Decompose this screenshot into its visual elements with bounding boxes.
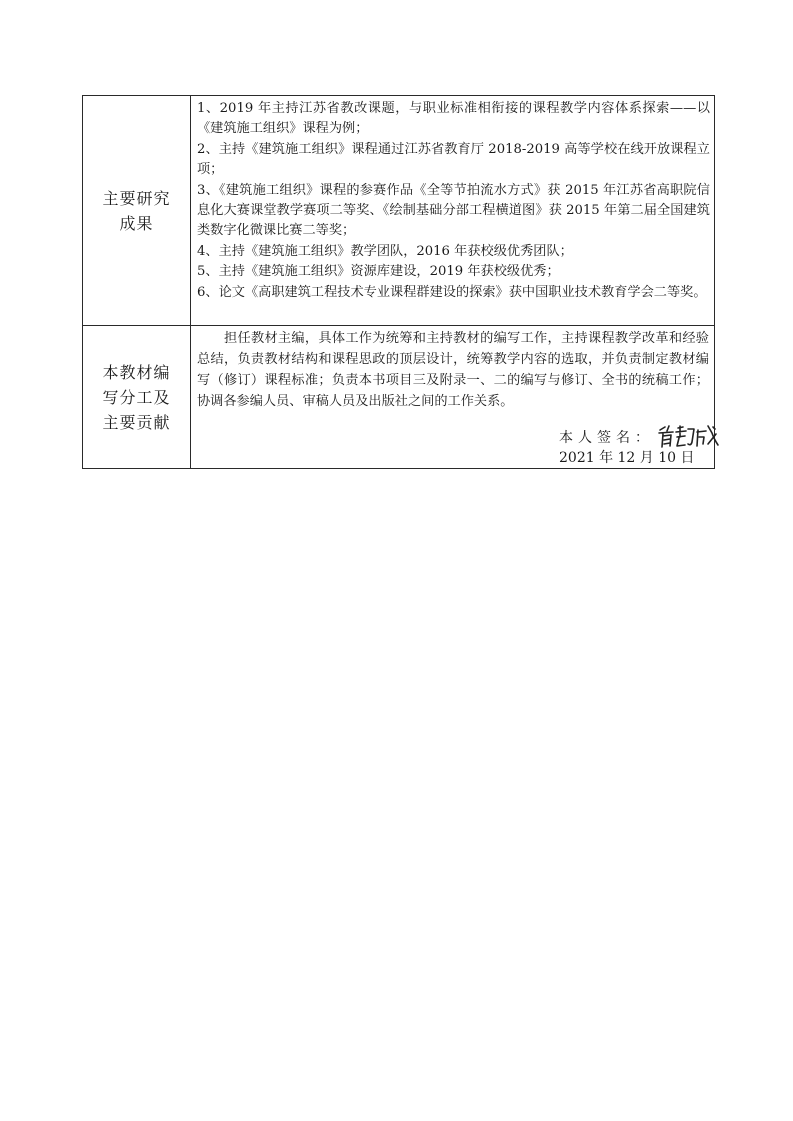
research-label-line-1: 主要研究	[102, 188, 171, 208]
contribution-label-cell	[83, 326, 191, 468]
contribution-content-cell	[191, 326, 714, 468]
research-results-row	[83, 96, 714, 326]
research-results-label-cell	[83, 96, 191, 325]
signature-label: 本人签名：	[559, 430, 654, 446]
contribution-label-line-1: 本教材编	[102, 362, 171, 382]
contribution-label-line-2: 写分工及	[102, 387, 171, 407]
contribution-row	[83, 326, 714, 468]
achievement-form-table	[82, 95, 715, 469]
signature-date: 2021 年 12 月 10 日	[559, 450, 695, 466]
contribution-description: 担任教材主编，具体工作为统筹和主持教材的编写工作，主持课程教学改革和经验总结，负责教材结构和课程思政的顶层设计，统筹教学内容的选取，并负责制定教材编写（修订）课程标准；负责本书项目三及附录一、二的编写与修订、全书的统稿工作；协调各参编人员、审稿人员及出版社之间的工作关系。	[197, 331, 709, 409]
research-result-item-3: 3、《建筑施工组织》课程的参赛作品《全等节拍流水方式》获 2015 年江苏省高职院信息化大赛课堂教学赛项二等奖、《绘制基础分部工程横道图》获 2015 年第二届全国建筑类数字化微课比赛二等奖；	[197, 182, 710, 239]
research-result-item-6: 6、论文《高职建筑工程技术专业课程群建设的探索》获中国职业技术教育学会二等奖。	[197, 284, 707, 300]
research-result-item-5: 5、主持《建筑施工组织》资源库建设，2019 年获校级优秀；	[197, 264, 560, 280]
contribution-label	[99, 360, 175, 435]
research-results-label	[99, 186, 175, 236]
contribution-label-line-3: 主要贡献	[102, 412, 171, 432]
research-results-list	[197, 99, 710, 303]
research-result-item-4: 4、主持《建筑施工组织》教学团队，2016 年获校级优秀团队；	[197, 243, 573, 259]
research-results-content-cell	[191, 96, 714, 325]
research-result-item-1: 1、2019 年主持江苏省教改课题，与职业标准相衔接的课程教学内容体系探索——以《建筑施工组织》课程为例；	[197, 101, 710, 137]
research-label-line-2: 成果	[119, 213, 154, 233]
research-result-item-2: 2、主持《建筑施工组织》课程通过江苏省教育厅 2018-2019 高等学校在线开放课程立项；	[197, 141, 710, 178]
